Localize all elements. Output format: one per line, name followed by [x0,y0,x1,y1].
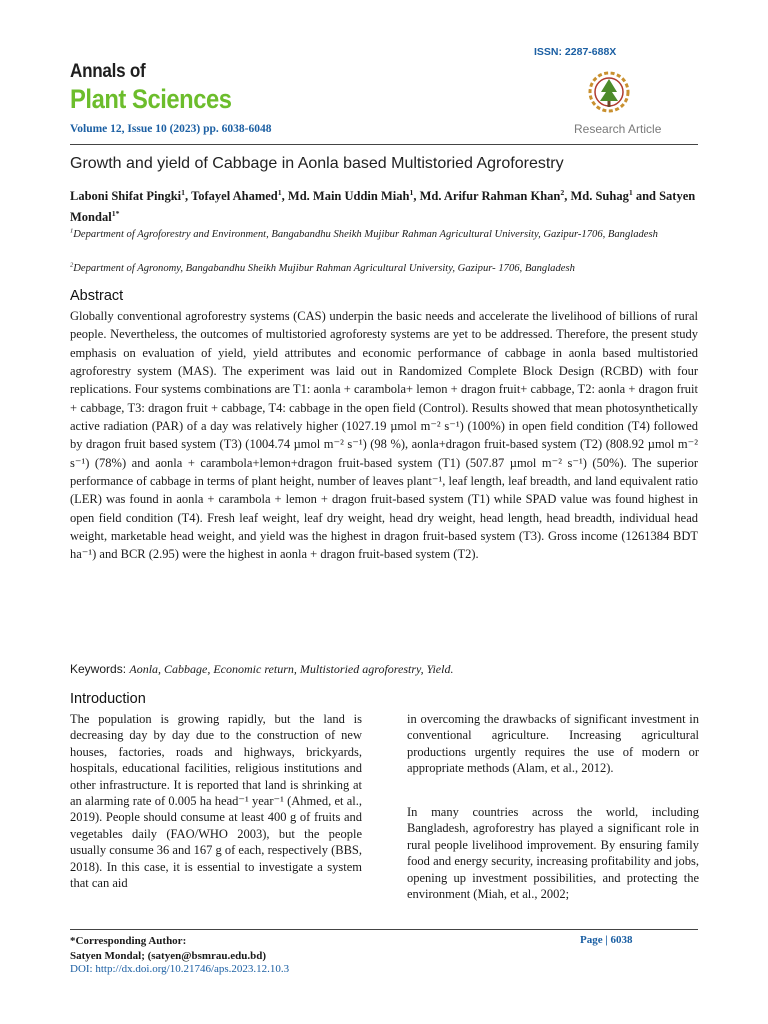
author-separator: and [632,189,660,203]
author-name: Satyen Mondal [70,189,696,224]
author-list [70,186,698,228]
author-separator: , [413,189,420,203]
volume-info: Volume 12, Issue 10 (2023) pp. 6038-6048 [70,123,272,135]
affiliation-2-text: Department of Agronomy, Bangabandhu Sheikh Mujibur Rahman Agricultural University, Gazipur- 1706, Bangladesh [73,263,575,274]
author-separator: , [185,189,192,203]
doi-link[interactable]: DOI: http://dx.doi.org/10.21746/aps.2023.12.10.3 [70,963,290,975]
keywords [70,662,698,677]
journal-name-line1: Annals of [70,61,146,82]
abstract-heading: Abstract [70,288,124,304]
article-type-label: Research Article [574,122,662,136]
corresponding-author-name: Satyen Mondal; (satyen@bsmrau.edu.bd) [70,949,267,962]
affiliation-2-marker: 2 [70,261,74,269]
page-separator: | [605,934,608,946]
issn-label: ISSN: 2287-688X [534,46,617,58]
keywords-text: Aonla, Cabbage, Economic return, Multistoried agroforestry, Yield. [129,662,454,676]
author-affiliation-marker: 2 [560,187,565,197]
author-affiliation-marker: 1 [409,187,414,197]
author-name: Md. Arifur Rahman Khan [419,189,561,203]
author-name: Laboni Shifat Pingki [70,189,182,203]
author-name: Md. Main Uddin Miah [287,189,410,203]
author-affiliation-marker: 1 [277,187,282,197]
page-number [580,934,633,946]
journal-name-line2: Plant Sciences [70,84,232,114]
intro-left-column: The population is growing rapidly, but the land is decreasing day by day due to the construction of new houses, factories, roads and highways, brickyards, hospitals, educational facilities, religious institutions and other infrastructure. It is reported that land is shrinking at an alarming rate of 0.005 ha head⁻¹ year⁻¹ (Ahmed, et al., 2019). People should consume at least 400 g of fruits and vegetables daily (FAO/WHO 2003), but the people usually consume 36 and 167 g of each, respectively (BBS, 2018). In this case, it is essential to investigate a system that can aid [70,712,362,891]
footer-divider [70,929,698,930]
corresponding-author-label: *Corresponding Author: [70,935,187,947]
introduction-heading: Introduction [70,691,146,707]
author-separator: , [281,189,288,203]
corresponding-author [70,934,266,963]
abstract-text: Globally conventional agroforestry systems (CAS) underpin the basic needs and accelerate the livelihood of billions of rural people. Nevertheless, the outcomes of multistoried agroforesty systems are yet to be addressed. Therefore, the present study emphasis on evaluation of yield, yield attributes and economic performance of cabbage in aonla based multistoried agroforestry system (MAS). The experiment was laid out in Randomized Complete Block Design (RCBD) with four replications. Four systems combinations are T1: aonla + carambola+ lemon + dragon fruit+ cabbage, T2: aonla + dragon fruit + cabbage, T3: dragon fruit + cabbage, T4: cabbage in the open field (Control). Results showed that mean photosynthetically active radiation (PAR) of a day was relatively higher (1027.19 µmol m⁻² s⁻¹) (100%) in open field condition (T4) followed by dragon fruit based system (T3) (1004.74 µmol m⁻² s⁻¹) (98 %), aonla+dragon fruit-based system (T2) (808.92 µmol m⁻² s⁻¹) (78%) and aonla + carambola+lemon+dragon fruit-based system (T1) (507.87 µmol m⁻² s⁻¹) (50%). The superior performance of cabbage in terms of plant height, number of leaves plant⁻¹, leaf length, leaf breadth, and land equivalent ratio (LER) was found in aonla + carambola + lemon + dragon fruit-based system (T1) while SPAD value was found highest in open field condition (T4). Fresh leaf weight, leaf dry weight, head dry weight, head length, head breadth, individual head weight, marketable head weight, and yield was the highest in dragon fruit-based system (T3). Gross income (1261384 BDT ha⁻¹) and BCR (2.95) were the highest in aonla + dragon fruit-based system (T2). [70,309,698,562]
author-name: Md. Suhag [570,189,629,203]
header-divider [70,144,698,145]
article-title: Growth and yield of Cabbage in Aonla based Multistoried Agroforestry [70,155,564,172]
page-label: Page [580,934,603,946]
keywords-label: Keywords: [70,662,130,676]
author-affiliation-marker: 1 [628,187,633,197]
intro-right-paragraph-2: In many countries across the world, including Bangladesh, agroforestry has played a significant role in rural people livelihood improvement. By ensuring family food and energy security, increasing profitability and jobs, opening up investment possibilities, and protecting the environment (Miah, et al., 2002; [407,805,699,902]
tree-logo-icon [587,70,631,116]
intro-right-paragraph-1: in overcoming the drawbacks of significant investment in conventional agriculture. Increasing agricultural productions urgently requires the use of modern or appropriate methods (Alam, et al., 2012). [407,712,699,776]
affiliation-2 [70,261,698,277]
affiliation-1-text: Department of Agroforestry and Environment, Bangabandhu Sheikh Mujibur Rahman Agricultural University, Gazipur-1706, Bangladesh [73,229,658,240]
affiliation-1-marker: 1 [70,227,74,235]
author-affiliation-marker: 1 [181,187,186,197]
author-name: Tofayel Ahamed [191,189,278,203]
author-affiliation-marker: 1* [111,208,120,218]
page-number-value: 6038 [610,934,633,946]
author-separator: , [564,189,571,203]
affiliation-1 [70,227,698,243]
